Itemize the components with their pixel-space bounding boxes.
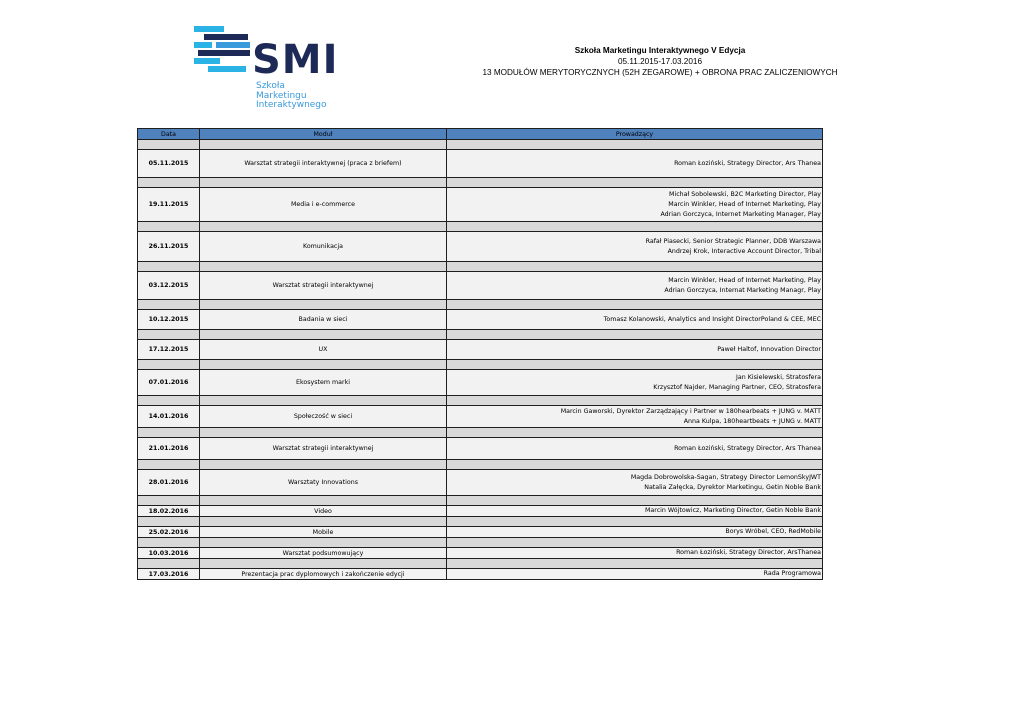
lecturer-cell: [447, 527, 823, 538]
logo-bar: [208, 66, 246, 72]
separator-cell: [200, 300, 447, 310]
logo-bar: [194, 26, 224, 32]
table-row: [138, 406, 823, 428]
separator-cell: [138, 428, 200, 438]
module-cell: UX: [200, 340, 447, 360]
logo-bar: [198, 50, 250, 56]
logo-bar: [204, 34, 248, 40]
separator-cell: [447, 460, 823, 470]
header-title: Szkoła Marketingu Interaktywnego V Edycja: [574, 46, 746, 55]
separator-cell: [447, 178, 823, 188]
schedule-table: [137, 128, 823, 580]
table-row: [138, 188, 823, 222]
date-cell: 10.03.2016: [138, 548, 200, 559]
separator-cell: [447, 222, 823, 232]
logo-bar: [194, 58, 220, 64]
separator-row: [138, 360, 823, 370]
separator-row: [138, 396, 823, 406]
smi-logo: [194, 26, 339, 112]
lecturer-cell: [447, 470, 823, 496]
lecturer-name: Andrzej Krok, Interactive Account Director, Tribal: [667, 247, 821, 255]
separator-cell: [200, 140, 447, 150]
lecturer-name: Borys Wróbel, CEO, RedMobile: [725, 528, 821, 535]
separator-cell: [138, 496, 200, 506]
column-header-module: Moduł: [200, 129, 447, 140]
separator-cell: [200, 360, 447, 370]
date-cell: 18.02.2016: [138, 506, 200, 517]
separator-cell: [200, 428, 447, 438]
separator-cell: [138, 330, 200, 340]
date-cell: 21.01.2016: [138, 438, 200, 460]
logo-wordmark: SMI: [252, 37, 339, 83]
separator-cell: [138, 262, 200, 272]
lecturer-cell: [447, 370, 823, 396]
lecturer-name: Magda Dobrowolska-Sagan, Strategy Director LemonSkyJWT: [630, 473, 821, 481]
logo-subtitle: Szkoła Marketingu Interaktywnego: [256, 81, 327, 110]
lecturer-cell: [447, 188, 823, 222]
separator-cell: [200, 396, 447, 406]
lecturer-cell: [447, 150, 823, 178]
separator-cell: [200, 330, 447, 340]
lecturer-name: Rafał Piasecki, Senior Strategic Planner, DDB Warszawa: [645, 237, 821, 245]
table-row: [138, 310, 823, 330]
separator-cell: [200, 222, 447, 232]
table-row: [138, 470, 823, 496]
lecturer-cell: [447, 232, 823, 262]
lecturer-cell: [447, 406, 823, 428]
lecturer-cell: [447, 310, 823, 330]
lecturer-name: Anna Kulpa, 180heartbeats + JUNG v. MATT: [683, 417, 821, 425]
separator-row: [138, 222, 823, 232]
table-row: [138, 272, 823, 300]
separator-cell: [138, 517, 200, 527]
separator-cell: [200, 517, 447, 527]
table-row: [138, 232, 823, 262]
separator-cell: [447, 559, 823, 569]
module-cell: Warsztaty Innovations: [200, 470, 447, 496]
lecturer-name: Jan Kisielewski, Stratosfera: [736, 373, 821, 381]
date-cell: 19.11.2015: [138, 188, 200, 222]
separator-cell: [138, 538, 200, 548]
separator-cell: [200, 538, 447, 548]
separator-row: [138, 330, 823, 340]
table-row: [138, 438, 823, 460]
table-header-row: [138, 129, 823, 140]
lecturer-name: Roman Łoziński, Strategy Director, Ars Thanea: [674, 444, 821, 452]
lecturer-name: Adrian Gorczyca, Internet Marketing Manager, Play: [660, 210, 821, 218]
lecturer-name: Roman Łoziński, Strategy Director, ArsThanea: [676, 549, 821, 556]
lecturer-cell: [447, 340, 823, 360]
module-cell: Społeczość w sieci: [200, 406, 447, 428]
module-cell: Media i e-commerce: [200, 188, 447, 222]
separator-cell: [200, 559, 447, 569]
separator-row: [138, 140, 823, 150]
date-cell: 14.01.2016: [138, 406, 200, 428]
lecturer-cell: [447, 272, 823, 300]
separator-row: [138, 538, 823, 548]
separator-row: [138, 460, 823, 470]
module-cell: Warsztat strategii interaktywnej (praca z briefem): [200, 150, 447, 178]
date-cell: 17.03.2016: [138, 569, 200, 580]
separator-cell: [138, 140, 200, 150]
date-cell: 17.12.2015: [138, 340, 200, 360]
separator-cell: [200, 178, 447, 188]
table-row: [138, 506, 823, 517]
lecturer-cell: [447, 548, 823, 559]
lecturer-cell: [447, 569, 823, 580]
logo-bar: [216, 42, 250, 48]
separator-cell: [447, 300, 823, 310]
separator-cell: [138, 300, 200, 310]
lecturer-name: Marcin Winkler, Head of Internet Marketing, Play: [668, 200, 821, 208]
separator-cell: [447, 496, 823, 506]
date-cell: 10.12.2015: [138, 310, 200, 330]
lecturer-name: Marcin Wójtowicz, Marketing Director, Getin Noble Bank: [644, 507, 821, 514]
table-row: [138, 150, 823, 178]
lecturer-cell: [447, 438, 823, 460]
separator-cell: [200, 496, 447, 506]
separator-row: [138, 262, 823, 272]
separator-cell: [138, 178, 200, 188]
column-header-lecturer: Prowadzący: [447, 129, 823, 140]
lecturer-name: Krzysztof Najder, Managing Partner, CEO, Stratosfera: [653, 383, 821, 391]
lecturer-cell: [447, 506, 823, 517]
separator-cell: [447, 360, 823, 370]
separator-row: [138, 517, 823, 527]
separator-row: [138, 559, 823, 569]
module-cell: Warsztat podsumowujący: [200, 548, 447, 559]
header-summary: 13 MODUŁÓW MERYTORYCZNYCH (52H ZEGAROWE) + OBRONA PRAC ZALICZENIOWYCH: [482, 68, 838, 77]
separator-row: [138, 428, 823, 438]
separator-row: [138, 300, 823, 310]
module-cell: Badania w sieci: [200, 310, 447, 330]
separator-row: [138, 496, 823, 506]
logo-bar: [194, 42, 212, 48]
lecturer-name: Tomasz Kolanowski, Analytics and Insight DirectorPoland & CEE, MEC: [603, 315, 821, 323]
separator-cell: [447, 396, 823, 406]
separator-cell: [138, 559, 200, 569]
date-cell: 25.02.2016: [138, 527, 200, 538]
lecturer-name: Adrian Gorczyca, Internat Marketing Managr, Play: [664, 286, 821, 294]
module-cell: Video: [200, 506, 447, 517]
lecturer-name: Rada Programowa: [763, 570, 821, 577]
table-row: [138, 527, 823, 538]
date-cell: 03.12.2015: [138, 272, 200, 300]
lecturer-name: Paweł Haltof, Innovation Director: [717, 345, 821, 353]
date-cell: 05.11.2015: [138, 150, 200, 178]
module-cell: Ekosystem marki: [200, 370, 447, 396]
table-row: [138, 370, 823, 396]
module-cell: Mobile: [200, 527, 447, 538]
separator-cell: [200, 460, 447, 470]
separator-cell: [138, 360, 200, 370]
separator-cell: [447, 428, 823, 438]
separator-row: [138, 178, 823, 188]
date-cell: 07.01.2016: [138, 370, 200, 396]
separator-cell: [138, 460, 200, 470]
separator-cell: [447, 538, 823, 548]
module-cell: Warsztat strategii interaktywnej: [200, 272, 447, 300]
lecturer-name: Roman Łoziński, Strategy Director, Ars Thanea: [674, 159, 821, 167]
separator-cell: [138, 396, 200, 406]
table-row: [138, 569, 823, 580]
lecturer-name: Marcin Winkler, Head of Internet Marketing, Play: [668, 276, 821, 284]
separator-cell: [200, 262, 447, 272]
table-row: [138, 340, 823, 360]
lecturer-name: Michał Sobolewski, B2C Marketing Director, Play: [669, 190, 821, 198]
date-cell: 28.01.2016: [138, 470, 200, 496]
column-header-date: Data: [138, 129, 200, 140]
separator-cell: [138, 222, 200, 232]
header-dates: 05.11.2015-17.03.2016: [617, 57, 703, 66]
module-cell: Warsztat strategii interaktywnej: [200, 438, 447, 460]
module-cell: Prezentacja prac dyplomowych i zakończenie edycji: [200, 569, 447, 580]
lecturer-name: Marcin Gaworski, Dyrektor Zarządzający i Partner w 180hearbeats + JUNG v. MATT: [560, 407, 821, 415]
lecturer-name: Natalia Załęcka, Dyrektor Marketingu, Getin Noble Bank: [644, 483, 821, 491]
date-cell: 26.11.2015: [138, 232, 200, 262]
module-cell: Komunikacja: [200, 232, 447, 262]
separator-cell: [447, 140, 823, 150]
table-row: [138, 548, 823, 559]
separator-cell: [447, 517, 823, 527]
separator-cell: [447, 262, 823, 272]
document-header: [450, 45, 870, 78]
separator-cell: [447, 330, 823, 340]
